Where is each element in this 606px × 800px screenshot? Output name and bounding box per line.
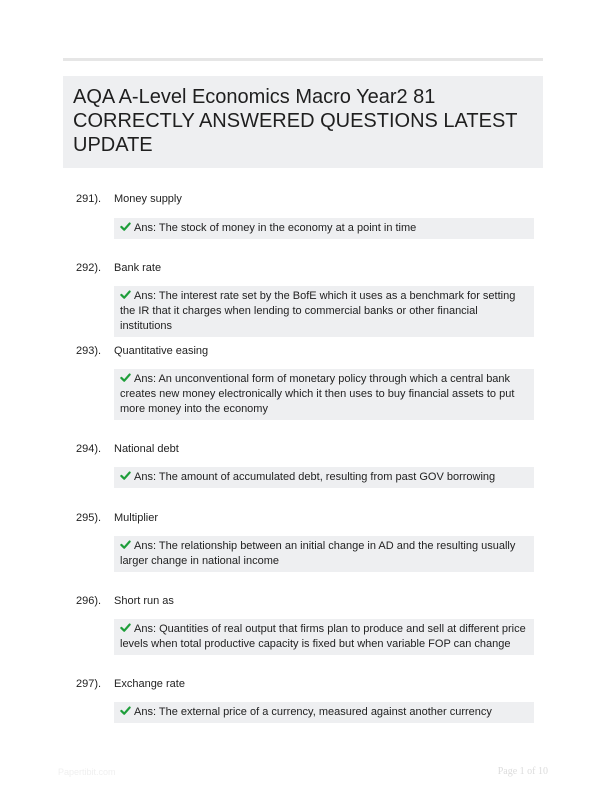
check-icon (120, 539, 131, 550)
question-number: 296). (76, 595, 102, 607)
answer-text: Ans: The external price of a currency, measured against another currency (134, 706, 492, 718)
answer-text: Ans: The amount of accumulated debt, resulting from past GOV borrowing (134, 471, 496, 483)
answer-text: Ans: Quantities of real output that firms plan to produce and sell at different price levels when total productive capacity is fixed but when variable FOP can change (120, 623, 526, 650)
answer-box (114, 467, 534, 488)
question-number: 295). (76, 512, 102, 524)
title-banner (63, 76, 543, 168)
answer-box (114, 286, 534, 337)
page-indicator: Page 1 of 10 (497, 766, 548, 777)
question-number: 292). (76, 262, 102, 274)
footer-watermark: Papertibit.com (58, 767, 116, 777)
answer-box (114, 218, 534, 239)
check-icon (120, 221, 131, 232)
check-icon (120, 372, 131, 383)
question-term: Bank rate (114, 262, 162, 274)
check-icon (120, 622, 131, 633)
question-term: Money supply (114, 193, 182, 205)
top-divider (63, 58, 543, 61)
question-number: 293). (76, 345, 102, 357)
answer-box (114, 702, 534, 723)
check-icon (120, 289, 131, 300)
answer-box (114, 536, 534, 572)
question-term: National debt (114, 443, 179, 455)
question-term: Quantitative easing (114, 345, 209, 357)
question-term: Multiplier (114, 512, 159, 524)
check-icon (120, 705, 131, 716)
question-term: Short run as (114, 595, 174, 607)
answer-text: Ans: The interest rate set by the BofE which it uses as a benchmark for setting the IR that it charges when lending to commercial banks or other financial institutions (120, 290, 516, 332)
check-icon (120, 470, 131, 481)
answer-text: Ans: The relationship between an initial change in AD and the resulting usually larger change in national income (120, 540, 516, 567)
document-title: AQA A-Level Economics Macro Year2 81 CORRECTLY ANSWERED QUESTIONS LATEST UPDATE (73, 86, 518, 156)
answer-box (114, 619, 534, 655)
question-number: 294). (76, 443, 102, 455)
question-number: 291). (76, 193, 102, 205)
answer-box (114, 369, 534, 420)
answer-text: Ans: An unconventional form of monetary policy through which a central bank creates new money electronically which it then uses to buy financial assets to put more money into the economy (120, 373, 515, 415)
question-term: Exchange rate (114, 678, 185, 690)
answer-text: Ans: The stock of money in the economy at a point in time (134, 222, 417, 234)
question-number: 297). (76, 678, 102, 690)
